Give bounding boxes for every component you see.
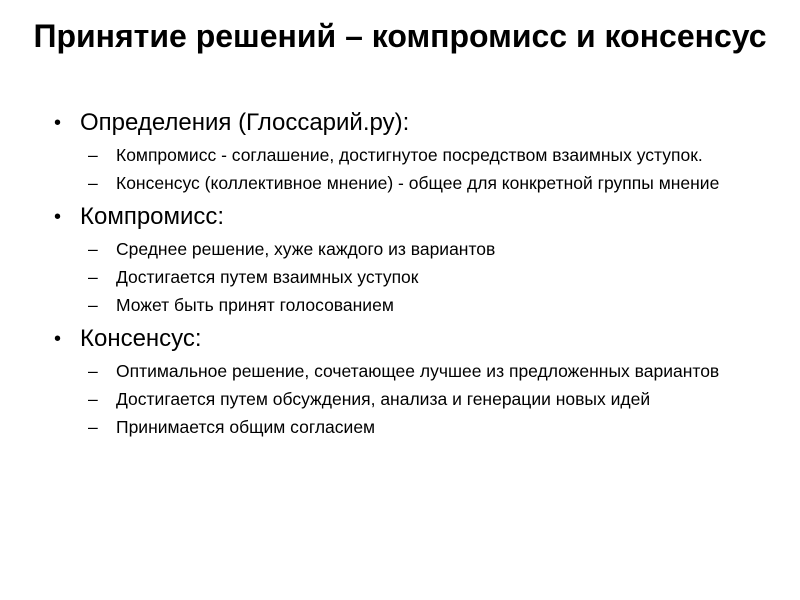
dash-marker: –: [88, 267, 98, 287]
bullet-text: Консенсус:: [80, 325, 202, 352]
sub-list: [80, 238, 752, 316]
sub-item-text: Консенсус (коллективное мнение) - общее для конкретной группы мнение: [116, 173, 720, 193]
bullet-item-definitions: [52, 108, 752, 194]
dash-marker: –: [88, 295, 98, 315]
bullet-list: [52, 108, 752, 444]
dash-marker: –: [88, 389, 98, 409]
sub-item-text: Принимается общим согласием: [116, 417, 376, 437]
sub-item: [80, 416, 752, 438]
bullet-text: Компромисс:: [80, 203, 225, 230]
sub-list: [80, 144, 752, 194]
dash-marker: –: [88, 361, 98, 381]
sub-item: [80, 238, 752, 260]
bullet-item-compromise: [52, 202, 752, 316]
sub-item: [80, 144, 752, 166]
dash-marker: –: [88, 173, 98, 193]
sub-item: [80, 294, 752, 316]
slide-title: Принятие решений – компромисс и консенсус: [33, 18, 767, 54]
dash-marker: –: [88, 239, 98, 259]
sub-list: [80, 360, 752, 438]
dash-marker: –: [88, 145, 98, 165]
sub-item: [80, 266, 752, 288]
sub-item: [80, 172, 752, 194]
bullet-text: Определения (Глоссарий.ру):: [80, 109, 410, 136]
bullet-marker: •: [54, 328, 62, 350]
sub-item-text: Может быть принят голосованием: [116, 295, 394, 315]
bullet-marker: •: [54, 112, 62, 134]
sub-item-text: Оптимальное решение, сочетающее лучшее из предложенных вариантов: [116, 361, 720, 381]
sub-item: [80, 360, 752, 382]
sub-item-text: Компромисс - соглашение, достигнутое посредством взаимных уступок.: [116, 145, 703, 165]
sub-item: [80, 388, 752, 410]
bullet-item-consensus: [52, 324, 752, 438]
bullet-marker: •: [54, 206, 62, 228]
sub-item-text: Среднее решение, хуже каждого из вариантов: [116, 239, 496, 259]
sub-item-text: Достигается путем обсуждения, анализа и генерации новых идей: [116, 389, 651, 409]
dash-marker: –: [88, 417, 98, 437]
sub-item-text: Достигается путем взаимных уступок: [116, 267, 419, 287]
